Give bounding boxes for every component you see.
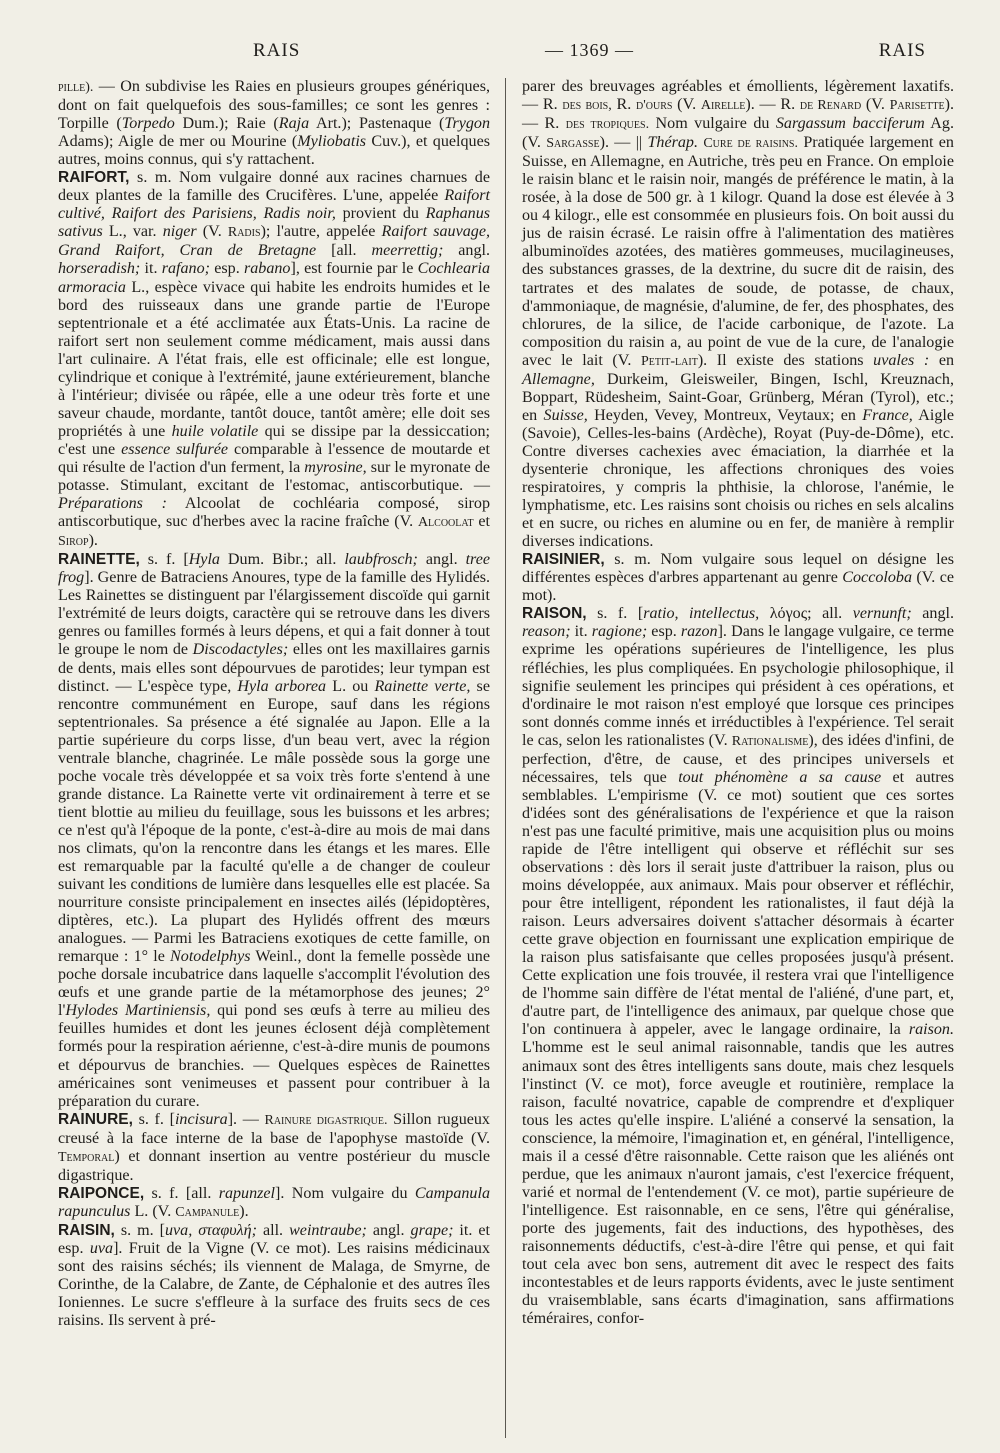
entry-text: ratio, intellectus,	[643, 605, 760, 623]
entry-text: grape;	[410, 1221, 454, 1239]
headword: RAIFORT,	[58, 169, 130, 187]
entry-text: Alcoolat de cochléaria composé, sirop antiscorbutique, suc d'herbes avec la racine fraîche (V.	[58, 495, 490, 531]
entry-text: des bois,	[562, 98, 612, 114]
entry-text: Cure de raisins.	[703, 136, 798, 152]
entry-text: elles ont les maxillaires garnis de dents, mais elles sont dépourvues de parotides; leur tympan est distinct. — L'espèce type,	[58, 641, 490, 695]
entry-text: angl.	[911, 605, 954, 623]
entry-text: Allemagne,	[522, 370, 595, 388]
entry-text: et	[473, 513, 491, 531]
entry-text: qui pond ses œufs à terre au milieu des feuilles humides et dont les jeunes éclosent déjà complètement formés pour la respiration aérienne, c'est-à-dire munis de poumons et dépourvus de branchies. — Quelques espèces de Rainettes américaines sont venimeuses et passent pour contribuer à la préparation du curare.	[58, 1002, 490, 1110]
entry-raiponce	[58, 1185, 490, 1222]
entry-text: Radis	[227, 225, 261, 241]
entry-text: angl.	[417, 551, 466, 569]
entry-text: huile volatile	[171, 422, 259, 440]
entry-text: Raifort sauvage, Grand Raifort, Cran de Bretagne	[58, 223, 490, 260]
headword: RAISINIER,	[522, 551, 605, 569]
entry-text: Hyla	[188, 551, 220, 569]
entry-text: ). Il existe des stations	[697, 351, 874, 369]
entry-text: horseradish;	[58, 260, 141, 278]
entry-text: Hylodes Martiniensis,	[65, 1002, 211, 1020]
entry-text: ], est fournie par le	[290, 260, 418, 278]
entry-rainure	[58, 1111, 490, 1185]
entry-text: myrosine,	[304, 458, 367, 476]
headword: RAINETTE,	[58, 551, 140, 569]
entry-rainette	[58, 551, 490, 1110]
entry-text: provient du	[335, 205, 426, 223]
entry-text: [all.	[316, 242, 372, 260]
entry-text: weintraube;	[289, 1221, 367, 1239]
entry-text: Notodelphys	[170, 948, 251, 966]
entry-text: (V.	[196, 223, 228, 241]
entry-text: Suisse,	[543, 406, 588, 424]
entry-text: L. ou	[326, 677, 375, 695]
entry-text: meerrettig;	[371, 242, 444, 260]
entry-text: et autres semblables. L'empirisme (V. ce mot) soutient que ces sortes d'idées sont des généralisations de l'expérience et que la raison n'est pas une faculté primitive, mais une acquisition plus ou moins rapide de l'être intelligent qui observe et réfléchit sur ses observations : dès lors il serait juste d'attribuer la raison, plus ou moins développée, aux animaux. Mais pour observer et réfléchir, pour être intelligent, répondent les rationalistes, il faut déjà la raison. Leurs adversaires doivent s'attacher désormais à écarter cette grave objection en fournissant une explication empirique de la raison plus satisfaisante que celles proposées jusqu'à présent. Cette explication une fois trouvée, il restera vrai que l'intelligence de l'homme sain diffère de l'état mental de l'aliéné, d'une part, et, d'autre part, de l'intelligence des animaux, par quelque chose que l'on continuera à appeler, avec le langage ordinaire, la	[522, 768, 954, 1039]
entry-text: Campanula rapunculus	[58, 1184, 490, 1220]
entry-raisin-cont	[522, 78, 954, 551]
entry-text: ); l'autre, appelée	[260, 223, 382, 241]
entry-text: esp.	[210, 260, 244, 278]
header-left-word: RAIS	[253, 40, 301, 61]
entry-text: Airelle	[700, 98, 746, 114]
entry-text: Temporal	[58, 1149, 115, 1165]
column-divider	[505, 78, 506, 1438]
entry-text: λόγος; all.	[759, 605, 853, 623]
entry-text: uva, σταφυλή;	[164, 1221, 257, 1239]
entry-text: Torpedo	[121, 115, 175, 133]
entry-text: Rainure digastrique.	[264, 1112, 388, 1128]
entry-text: Dum. Bibr.; all.	[219, 551, 345, 569]
text-columns	[58, 78, 954, 1330]
right-column	[522, 78, 954, 1330]
entry-text: Sargasse	[546, 136, 600, 152]
entry-text: Petit-lait	[640, 353, 698, 369]
left-column	[58, 78, 490, 1330]
entry-text: R.	[611, 96, 636, 114]
entry-text: ]. Genre de Batraciens Anoures, type de la famille des Hylidés. Les Rainettes se distinguent par l'élargissement discoïde qui garnit l'extrémité de leurs doigts, caractère qui se retrouve dans les divers genres ou familles formés à leurs dépens, et qui a fait donner à tout le groupe le nom de	[58, 569, 490, 659]
entry-text: Aigle (Savoie), Celles-les-bains (Ardèche), Royat (Puy-de-Dôme), etc. Contre diverses cachexies avec émaciation, la diarrhée et la dysenterie chronique, les affections chroniques des voies respiratoires, y compris la phthisie, la chlorose, l'anémie, le lymphatisme, etc. Les raisins sont choisis ou riches en sels alcalins et en sucre, ou riches en alumine ou en fer, de manière à remplir diverses indications.	[522, 406, 954, 551]
entry-text: Nom vulgaire du	[649, 115, 776, 133]
entry-text: Préparations :	[58, 495, 168, 513]
entry-text: Raphanus sativus	[58, 205, 491, 241]
entry-text: ). — R.	[745, 96, 800, 114]
entry-text: Durkeim, Gleisweiler, Bingen, Ischl, Kreuznach, Boppart, Rüdesheim, Saint-Goar, Grünberg, Méran (Tyrol), etc.; en	[522, 370, 954, 424]
entry-text: all.	[256, 1221, 290, 1239]
entry-text: s. f. [	[586, 605, 644, 623]
entry-text: Heyden, Vevey, Montreux, Veytaux; en	[587, 406, 863, 424]
entry-text: tout phénomène a sa cause	[678, 768, 882, 786]
entry-text: ), des idées d'infini, de perfection, d'être, de cause, et des principes universels et nécessaires, tels que	[522, 731, 954, 786]
entry-text: Cochlearia armoracia	[58, 260, 490, 296]
entry-text: ) et donnant insertion au ventre postérieur du muscle digastrique.	[58, 1147, 490, 1184]
entry-text: Myliobatis	[297, 133, 367, 151]
entry-text: comparable à l'essence de moutarde et qui résulte de l'action d'un ferment, la	[58, 440, 490, 476]
entry-text: se rencontre communément en Europe, sauf dans les régions septentrionales. Sa présence a été signalée au Japon. Elle a la partie supérieure du corps lisse, d'un beau vert, avec la région ventrale blanche, chagrinée. Le mâle possède sous la gorge une poche vocale très développée et sa voix très forte s'entend à une grande distance. La Rainette verte vit ordinairement à terre et se tient blottie au milieu du feuillage, sous les buissons et les arbres; ce n'est qu'à l'époque de la ponte, c'est-à-dire au mois de mai dans nos climats, qu'on la rencontre dans les étangs et les mares. Elle est remarquable par la faculté qu'elle a de changer de couleur suivant les conditions de lumière dans lesquelles elle est placée. Sa nourriture consiste principalement en insectes ailés (lépidoptères, diptères, etc.). La plupart des Hylidés offrent des mœurs analogues. — Parmi les Batraciens exotiques de cette famille, on remarque : 1° le	[58, 677, 490, 966]
entry-text: Dum.); Raie (	[174, 115, 279, 133]
entry-text: parer des breuvages agréables et émollients, légèrement laxatifs. — R.	[522, 78, 954, 114]
entry-raison	[522, 605, 954, 1328]
entry-text: s. m. Nom vulgaire donné aux racines charnues de deux plantes de la famille des Crucifères. L'une, appelée	[58, 169, 490, 205]
entry-text: laubfrosch;	[344, 551, 418, 569]
entry-text: L. (V.	[130, 1202, 176, 1220]
entry-text: niger	[162, 223, 197, 241]
entry-text: L'homme est le seul animal raisonnable, tandis que les autres animaux sont des êtres intelligents sans doute, mais chez lesquels l'instinct (V. ce mot), force aveugle et routinière, remplace la raison, faculté novatrice, capable de comprendre et d'expliquer tous les actes qu'elle inspire. L'aliéné a conservé la sensation, la conscience, la mémoire, l'imagination et, en général, l'intelligence, mais il a cessé d'être raisonnable. Cette raison que les aliénés ont perdue, que les animaux n'auront jamais, c'est l'exercice fréquent, varié et normal de l'entendement (V. ce mot), partie supérieure de l'intelligence. Est raisonnable, en ce sens, l'être qui généralise, porte des jugements, fait des inductions, des hypothèses, des raisonnements déductifs, c'est-à-dire l'être qui pense, et qui fait tout cela avec bon sens, autrement dit avec le respect des faits incontestables et de leurs rapports évidents, avec le juste sentiment du vraisemblable, sans écarts d'imagination, sans affirmations téméraires, confor-	[522, 1039, 954, 1328]
entry-text: Pratiquée largement en Suisse, en Allemagne, en Autriche, très peu en France. On emploie le raisin blanc et le raisin noir, mangés de préférence le matin, à la rosée, à la dose de 500 gr. à 1 kilogr. Quand la dose est élevée à 3 ou 4 kilogr., elle est consommée en plusieurs fois. On boit aussi du jus de raisin écrasé. Le raisin offre à l'alimentation des matières albuminoïdes azotées, des matières gommeuses, mucilagineuses, des substances grasses, de la dextrine, du sucre dit de raisin, des tartrates et des malates de soude, de potasse, de chaux, d'ammoniaque, de magnésie, d'alumine, de fer, des phosphates, des chlorures, de la silice, de l'acide carbonique, de l'azote. La composition du raisin a, au point de vue de la cure, de l'analogie avec le lait (V.	[522, 134, 954, 369]
entry-text: Art.); Pastenaque (	[309, 115, 445, 133]
entry-text: incisura	[174, 1110, 228, 1128]
entry-text: razon	[680, 623, 718, 641]
entry-text: s. f. [	[139, 551, 189, 569]
entry-text: Thérap.	[647, 134, 699, 152]
entry-text: en	[929, 351, 955, 369]
entry-text: Ag. (V.	[522, 115, 954, 152]
entry-text: Hyla arborea	[237, 677, 327, 695]
entry-text: (V.	[672, 96, 701, 114]
entry-text: Cuv.), et quelques autres, moins connus, qui s'y rattachent.	[58, 133, 490, 169]
entry-text: s. m. [	[114, 1221, 165, 1239]
entry-text: uvales :	[873, 351, 930, 369]
entry-text: Sargassum bacciferum	[775, 115, 925, 133]
entry-text: ).	[88, 532, 98, 550]
entry-text: it.	[570, 623, 592, 641]
entry-text: (V. ce mot).	[522, 569, 954, 605]
entry-text: sur le myronate de potasse. Stimulant, excitant de l'estomac, antiscorbutique. —	[58, 458, 491, 495]
entry-text: Sillon rugueux creusé à la face interne de la base de l'apophyse mastoïde (V.	[58, 1110, 490, 1147]
entry-text: Discodactyles;	[192, 641, 289, 659]
entry-text: ).	[239, 1202, 249, 1220]
entry-text: uva	[89, 1240, 114, 1257]
entry-text: esp.	[647, 623, 681, 641]
entry-text: angl.	[366, 1221, 411, 1239]
entry-text: pille).	[58, 80, 94, 95]
entry-text: ragione;	[591, 623, 648, 641]
entry-raisinier	[522, 551, 954, 605]
entry-text: ]. Fruit de la Vigne (V. ce mot). Les raisins médicinaux sont des raisins séchés; ils viennent de Malaga, de Smyrne, de Corinthe, de la Calabre, de Zante, de Céphalonie et des autres îles Ioniennes. Le sucre s'effleure à la surface des fruits secs de ces raisins. Ils servent à pré-	[58, 1240, 491, 1330]
entry-text: ]. Dans le langage vulgaire, ce terme exprime les opérations supérieures de l'intelligence, les plus réfléchies, les plus compliquées. En psychologie philosophique, il signifie seulement les principes qui président à ces opérations, et d'ordinaire le mot raison n'est employé que lorsque ces principes sont donnés comme innés et irréductibles à l'expérience. Tel serait le cas, selon les rationalistes (V.	[522, 623, 955, 749]
entry-text: ]. —	[227, 1110, 265, 1128]
entry-frag	[58, 78, 490, 169]
entry-text: it. et esp.	[58, 1221, 490, 1257]
entry-text: angl.	[443, 242, 491, 260]
headword: RAISON,	[522, 605, 587, 623]
entry-text: ). — ||	[599, 134, 648, 152]
entry-text: s. m. Nom vulgaire sous lequel on désigne les différentes espèces d'arbres appartenant au genre	[522, 551, 954, 587]
entry-text: rafano;	[161, 260, 210, 278]
entry-text: Trygon	[444, 115, 491, 133]
entry-text: vernunft;	[852, 605, 912, 623]
entry-text: s. f. [all.	[144, 1184, 219, 1202]
entry-text: Coccoloba	[842, 569, 912, 587]
header-right-word: RAIS	[878, 40, 926, 61]
entry-text: ]. Nom vulgaire du	[275, 1184, 415, 1202]
headword: RAINURE,	[58, 1110, 133, 1128]
entry-text: L., var.	[102, 223, 163, 241]
entry-raifort	[58, 169, 490, 551]
entry-text: Weinl., dont la femelle possède une poche dorsale incubatrice dans laquelle s'accomplit l'évolution des œufs et une grande partie de la métamorphose des jeunes; 2° l'	[58, 948, 490, 1020]
entry-raisin	[58, 1222, 490, 1330]
entry-text: tree frog	[58, 551, 490, 587]
entry-text: des tropiques.	[565, 117, 650, 133]
entry-text: Raifort cultivé, Raifort des Parisiens, Radis noir,	[58, 187, 490, 223]
headword: RAISIN,	[58, 1221, 115, 1239]
entry-text: Rainette verte,	[374, 677, 471, 695]
entry-text: essence sulfurée	[121, 440, 229, 458]
entry-text: (V.	[861, 96, 890, 114]
entry-text: Parisette	[889, 98, 945, 114]
entry-text: it.	[140, 260, 162, 278]
entry-text: s. f. [	[132, 1110, 175, 1128]
running-header	[58, 40, 954, 70]
entry-text: Adams); Aigle de mer ou Mourine (	[58, 133, 298, 151]
entry-text: Campanule	[175, 1204, 240, 1220]
entry-text: L., espèce vivace qui habite les endroits humides et le bord des ruisseaux dans une grande partie de l'Europe septentrionale et a été acclimatée aux États-Unis. La racine de raifort sert non seulement comme médicament, mais aussi dans l'art culinaire. A l'état frais, elle est officinale; elle est longue, cylindrique et conique à l'extrémité, jaune extérieurement, blanche à l'intérieur; divisée ou râpée, elle a une odeur très forte et une saveur chaude, mordante, tantôt douce, tantôt amère; elle doit ses propriétés à une	[58, 278, 490, 440]
entry-text: rabano	[243, 260, 291, 278]
entry-text: — On subdivise les Raies en plusieurs groupes génériques, dont on fait quelquefois des sous-familles; ce sont les genres : Torpille (	[58, 78, 490, 133]
entry-text: qui se dissipe par la dessiccation; c'est une	[58, 422, 491, 458]
entry-text: Raja	[278, 115, 310, 133]
entry-text: raison.	[908, 1021, 954, 1039]
entry-text: Alcoolat	[417, 515, 474, 531]
entry-text: reason;	[522, 623, 571, 641]
entry-text: Sirop	[58, 534, 89, 550]
headword: RAIPONCE,	[58, 1184, 145, 1202]
entry-text: rapunzel	[218, 1184, 276, 1202]
entry-text: Rationalisme	[731, 733, 809, 749]
entry-text: d'ours	[636, 98, 673, 114]
entry-text: de Renard	[799, 98, 862, 114]
page-number: — 1369 —	[545, 40, 634, 60]
entry-text: France,	[862, 406, 913, 424]
entry-text: ). — R.	[522, 96, 955, 133]
